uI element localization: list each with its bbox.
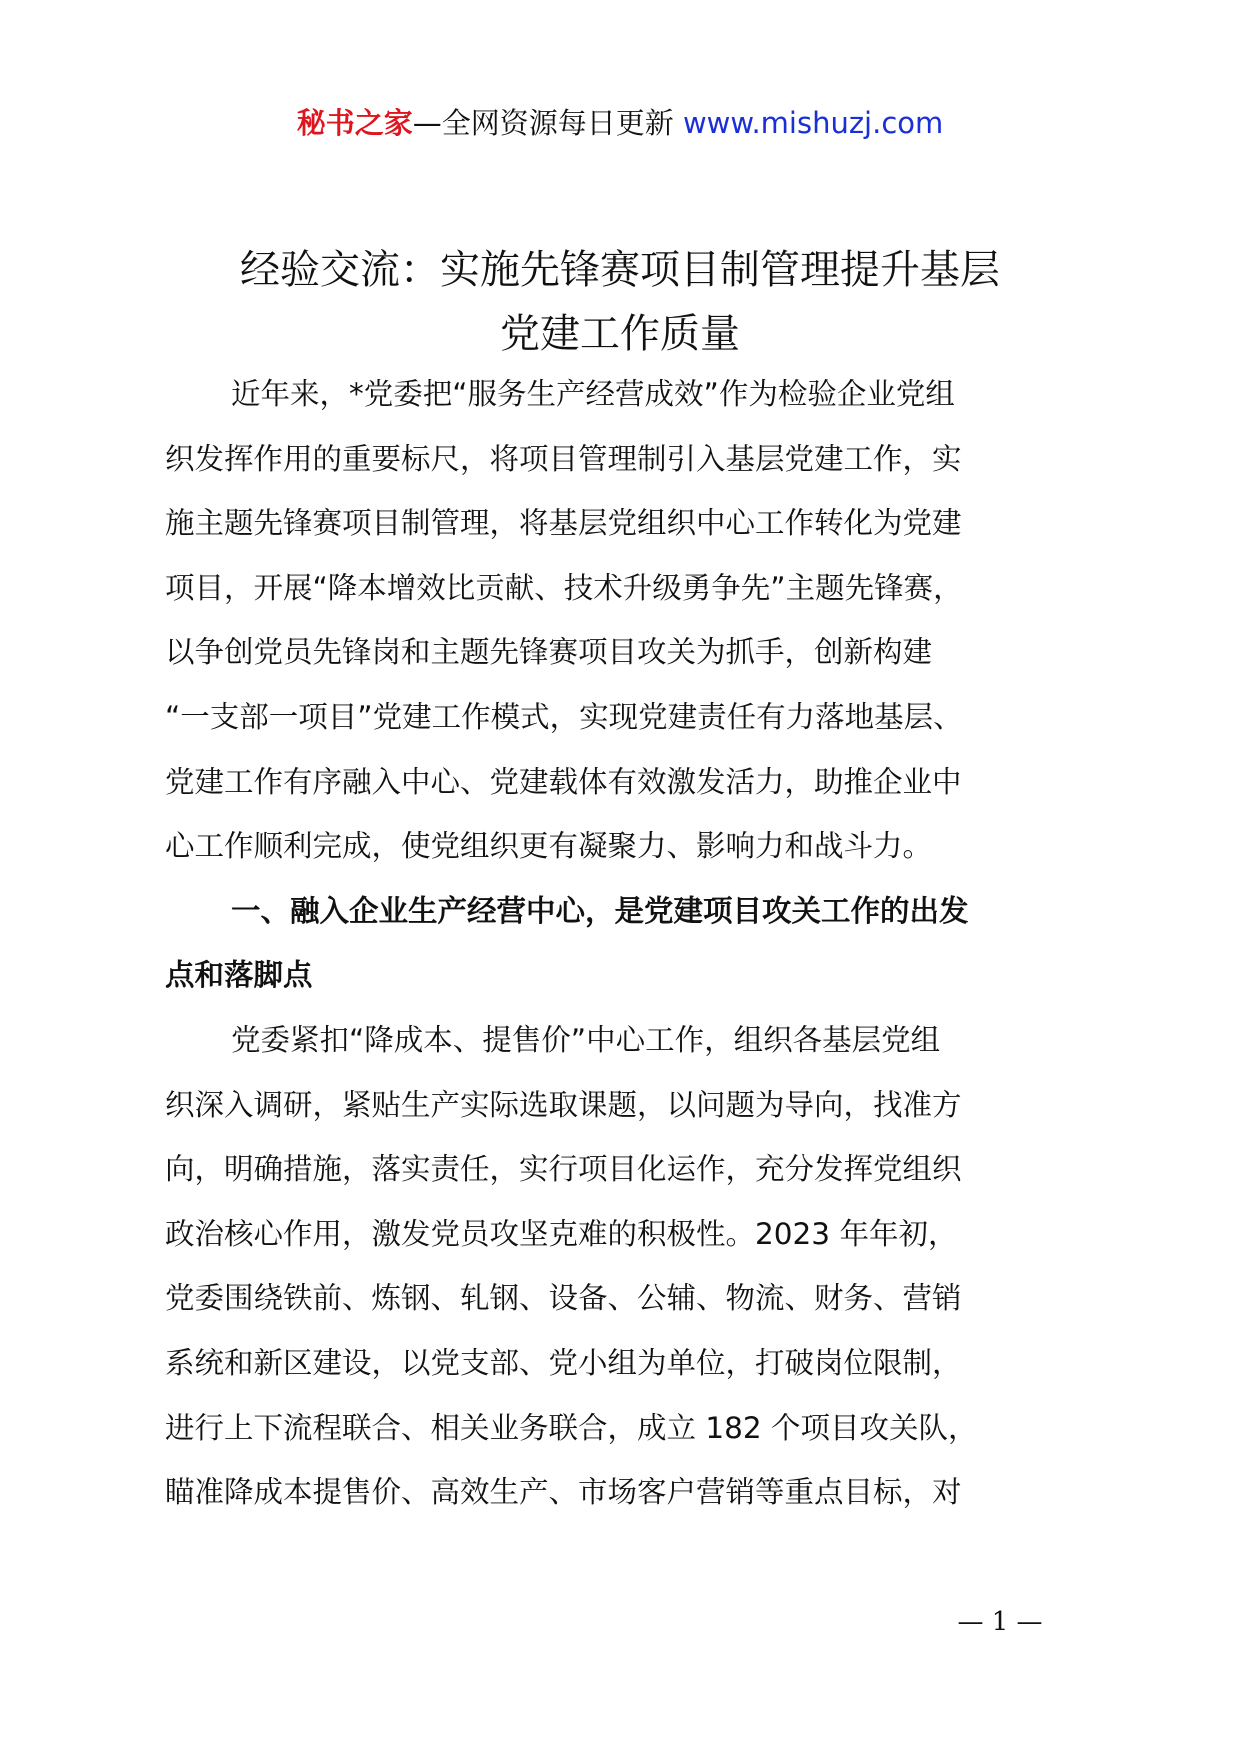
paragraph-line: 系统和新区建设，以党支部、党小组为单位，打破岗位限制， bbox=[165, 1345, 962, 1380]
paragraph-line: 党建工作有序融入中心、党建载体有效激发活力，助推企业中 bbox=[165, 764, 962, 799]
page-number: — 1 — bbox=[957, 1607, 1043, 1637]
paragraph-line: 向，明确措施，落实责任，实行项目化运作，充分发挥党组织 bbox=[165, 1152, 962, 1187]
header-tagline: —全网资源每日更新 bbox=[412, 106, 674, 140]
document-title bbox=[140, 238, 1100, 366]
brand-name: 秘书之家 bbox=[296, 106, 413, 140]
paragraph-line: 政治核心作用，激发党员攻坚克难的积极性。2023 年年初， bbox=[165, 1216, 958, 1251]
paragraph-line: 项目，开展“降本增效比贡献、技术升级勇争先”主题先锋赛， bbox=[165, 570, 963, 605]
paragraph-line: 心工作顺利完成，使党组织更有凝聚力、影响力和战斗力。 bbox=[165, 829, 933, 864]
title-line: 党建工作质量 bbox=[500, 311, 740, 357]
paragraph-line: 党委紧扣“降成本、提售价”中心工作，组织各基层党组 bbox=[231, 1022, 941, 1057]
section-heading-line: 点和落脚点 bbox=[165, 958, 313, 993]
paragraph-line: 施主题先锋赛项目制管理，将基层党组织中心工作转化为党建 bbox=[165, 506, 962, 541]
site-header bbox=[0, 100, 1240, 146]
title-line: 经验交流：实施先锋赛项目制管理提升基层 bbox=[240, 247, 1000, 293]
paragraph-line: 织发挥作用的重要标尺，将项目管理制引入基层党建工作，实 bbox=[165, 441, 962, 476]
paragraph-line: 近年来，*党委把“服务生产经营成效”作为检验企业党组 bbox=[231, 377, 955, 411]
paragraph-line: 进行上下流程联合、相关业务联合，成立 182 个项目攻关队， bbox=[165, 1410, 978, 1445]
paragraph-line: 党委围绕铁前、炼钢、轧钢、设备、公辅、物流、财务、营销 bbox=[165, 1281, 962, 1316]
document-body bbox=[165, 362, 1085, 1525]
paragraph-line: 织深入调研，紧贴生产实际选取课题，以问题为导向，找准方 bbox=[165, 1087, 962, 1122]
paragraph-line: 瞄准降成本提售价、高效生产、市场客户营销等重点目标，对 bbox=[165, 1475, 962, 1510]
site-url-link[interactable]: www.mishuzj.com bbox=[682, 106, 944, 140]
section-heading-line: 一、融入企业生产经营中心，是党建项目攻关工作的出发 bbox=[231, 893, 969, 928]
paragraph-line: 以争创党员先锋岗和主题先锋赛项目攻关为抓手，创新构建 bbox=[165, 635, 933, 670]
paragraph-line: “一支部一项目”党建工作模式，实现党建责任有力落地基层、 bbox=[165, 699, 963, 734]
